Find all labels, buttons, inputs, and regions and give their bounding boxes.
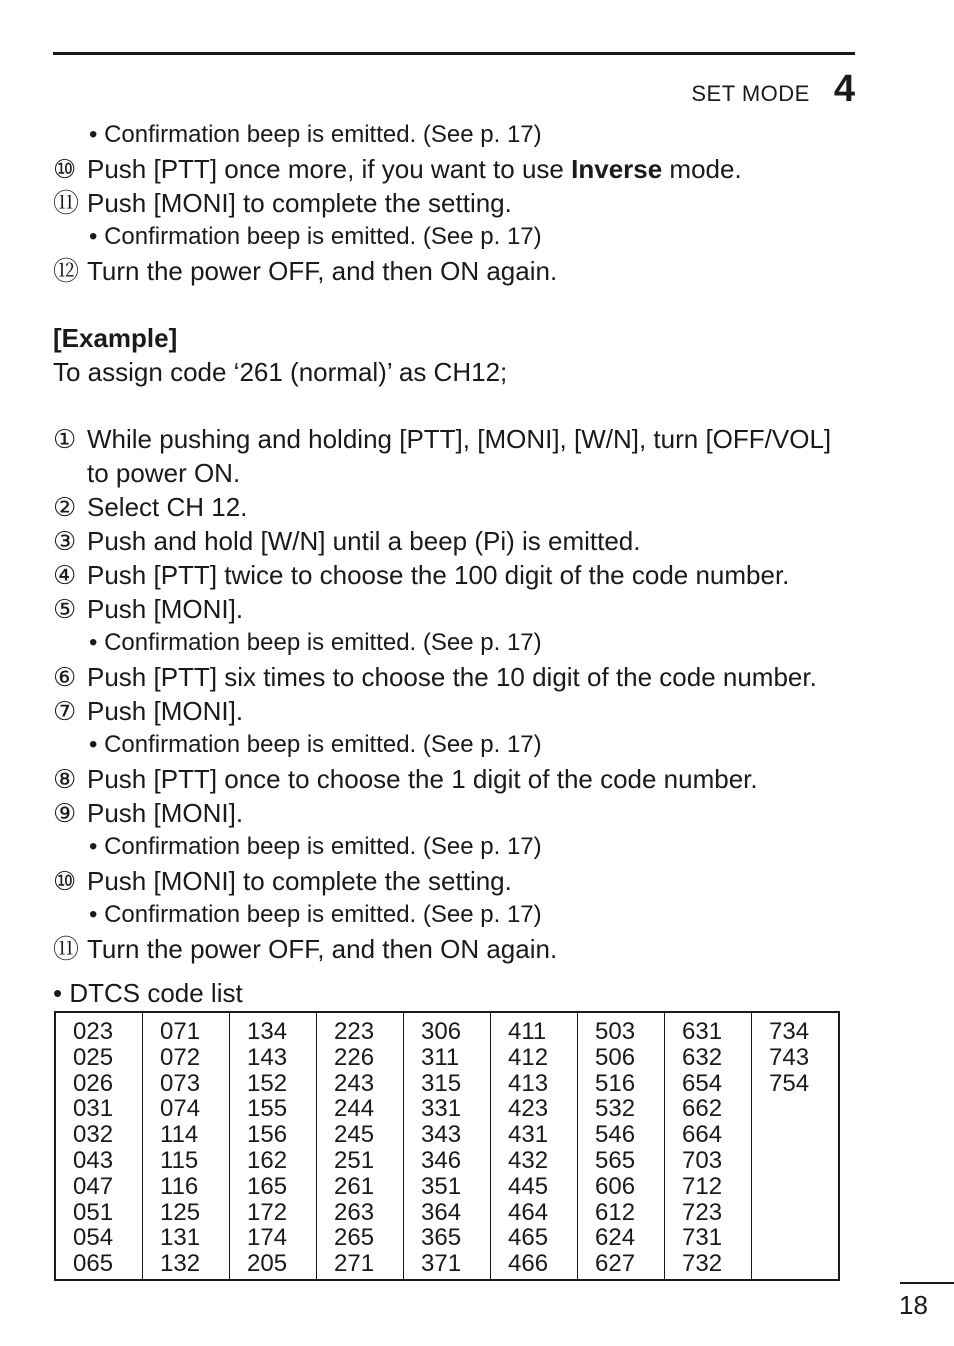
step-number: ⑥ <box>53 662 77 692</box>
code-cell: 315 <box>421 1069 462 1097</box>
code-cell: 631 <box>682 1018 723 1045</box>
code-column <box>752 1013 838 1279</box>
code-cell: 132 <box>160 1250 201 1278</box>
main-content <box>53 118 873 1010</box>
step-item <box>53 558 873 592</box>
step-text: Push and hold [W/N] until a beep (Pi) is emitted. <box>87 526 641 556</box>
code-cell: 731 <box>682 1224 723 1252</box>
code-cell: 165 <box>247 1172 288 1200</box>
step-text: Push [PTT] twice to choose the 100 digit of the code number. <box>87 560 790 590</box>
code-cell: 271 <box>334 1250 375 1278</box>
step-text: Turn the power OFF, and then ON again. <box>87 934 558 964</box>
code-cell: 565 <box>595 1146 636 1174</box>
code-cell: 754 <box>769 1069 810 1097</box>
step-number: ⑪ <box>53 188 80 218</box>
step-text: Push [MONI]. <box>87 696 244 726</box>
step-item <box>53 694 873 728</box>
page-number: 18 <box>899 1290 928 1320</box>
example-heading: [Example] <box>53 323 178 353</box>
dtcs-list-title: • DTCS code list <box>53 978 243 1008</box>
code-cell: 051 <box>73 1198 114 1226</box>
step-number: ⑩ <box>53 154 77 184</box>
step-continuation: to power ON. <box>87 458 241 488</box>
step-number: ⑧ <box>53 764 77 794</box>
step-number: ② <box>53 492 77 522</box>
code-cell: 654 <box>682 1069 723 1097</box>
code-cell: 465 <box>508 1224 549 1252</box>
step-item <box>53 592 873 626</box>
code-cell: 065 <box>73 1250 114 1278</box>
code-cell: 134 <box>247 1018 288 1045</box>
step-number: ⑫ <box>53 256 80 286</box>
code-cell: 073 <box>160 1069 201 1097</box>
code-cell: 156 <box>247 1121 288 1149</box>
step-text: While pushing and holding [PTT], [MONI], [W/N], turn [OFF/VOL] <box>87 424 832 454</box>
code-cell: 346 <box>421 1146 462 1174</box>
code-cell: 071 <box>160 1018 201 1045</box>
code-cell: 734 <box>769 1018 810 1045</box>
step-text: Select CH 12. <box>87 492 248 522</box>
step-text-bold: Inverse <box>571 154 663 184</box>
code-cell: 306 <box>421 1018 462 1045</box>
code-cell: 632 <box>682 1043 723 1071</box>
code-cell: 023 <box>73 1018 114 1045</box>
code-cell: 265 <box>334 1224 375 1252</box>
code-cell: 054 <box>73 1224 114 1252</box>
code-cell: 664 <box>682 1121 723 1149</box>
step-number: ⑤ <box>53 594 77 624</box>
code-cell: 606 <box>595 1172 636 1200</box>
code-cell: 365 <box>421 1224 462 1252</box>
code-cell: 723 <box>682 1198 723 1226</box>
code-cell: 263 <box>334 1198 375 1226</box>
code-cell: 445 <box>508 1172 549 1200</box>
step-text: Push [MONI]. <box>87 594 244 624</box>
code-cell: 423 <box>508 1095 549 1123</box>
code-cell: 025 <box>73 1043 114 1071</box>
code-cell: 047 <box>73 1172 114 1200</box>
step-number: ① <box>53 424 77 454</box>
code-cell: 432 <box>508 1146 549 1174</box>
step-text: mode. <box>662 154 742 184</box>
code-cell: 662 <box>682 1095 723 1123</box>
code-cell: 732 <box>682 1250 723 1278</box>
code-cell: 032 <box>73 1121 114 1149</box>
code-cell: 703 <box>682 1146 723 1174</box>
code-cell: 223 <box>334 1018 375 1045</box>
code-cell: 532 <box>595 1095 636 1123</box>
code-cell: 516 <box>595 1069 636 1097</box>
code-cell: 464 <box>508 1198 549 1226</box>
step-number: ③ <box>53 526 77 556</box>
step-item <box>53 422 873 456</box>
step-item <box>53 186 873 220</box>
step-item <box>53 762 873 796</box>
code-cell: 116 <box>160 1172 199 1200</box>
code-column <box>404 1013 491 1279</box>
chapter-number: 4 <box>833 68 855 110</box>
step-text: Push [MONI]. <box>87 798 244 828</box>
code-cell: 712 <box>682 1172 723 1200</box>
step-text: Turn the power OFF, and then ON again. <box>87 256 558 286</box>
code-cell: 131 <box>160 1224 201 1252</box>
step-text: Push [PTT] once to choose the 1 digit of the code number. <box>87 764 758 794</box>
code-cell: 431 <box>508 1121 549 1149</box>
code-cell: 364 <box>421 1198 462 1226</box>
code-column <box>578 1013 665 1279</box>
step-item <box>53 490 873 524</box>
code-cell: 743 <box>769 1043 810 1071</box>
code-column <box>665 1013 752 1279</box>
bullet-note: • Confirmation beep is emitted. (See p. 17) <box>89 223 542 250</box>
step-number: ⑩ <box>53 866 77 896</box>
code-cell: 412 <box>508 1043 549 1071</box>
code-cell: 624 <box>595 1224 636 1252</box>
example-intro: To assign code ‘261 (normal)’ as CH12; <box>53 357 508 387</box>
code-cell: 031 <box>73 1095 114 1123</box>
code-cell: 226 <box>334 1043 375 1071</box>
code-cell: 155 <box>247 1095 288 1123</box>
code-cell: 026 <box>73 1069 114 1097</box>
code-cell: 413 <box>508 1069 549 1097</box>
code-cell: 172 <box>247 1198 288 1226</box>
bullet-note: • Confirmation beep is emitted. (See p. 17) <box>89 121 542 148</box>
step-text: Push [PTT] once more, if you want to use <box>87 154 572 184</box>
step-item <box>53 932 873 966</box>
step-number: ④ <box>53 560 77 590</box>
code-column <box>230 1013 317 1279</box>
step-number: ⑪ <box>53 934 80 964</box>
code-cell: 627 <box>595 1250 636 1278</box>
step-item <box>53 254 873 288</box>
dtcs-code-table <box>54 1011 840 1281</box>
code-column <box>56 1013 143 1279</box>
code-cell: 411 <box>508 1018 547 1045</box>
code-cell: 343 <box>421 1121 462 1149</box>
code-cell: 205 <box>247 1250 288 1278</box>
step-item <box>53 796 873 830</box>
code-cell: 143 <box>247 1043 288 1071</box>
code-cell: 074 <box>160 1095 201 1123</box>
code-cell: 351 <box>421 1172 462 1200</box>
code-cell: 115 <box>160 1146 199 1174</box>
section-title: SET MODE <box>691 81 810 106</box>
bullet-note: • Confirmation beep is emitted. (See p. 17) <box>89 901 542 928</box>
code-cell: 243 <box>334 1069 375 1097</box>
bullet-note: • Confirmation beep is emitted. (See p. 17) <box>89 833 542 860</box>
bullet-note: • Confirmation beep is emitted. (See p. 17) <box>89 731 542 758</box>
code-cell: 072 <box>160 1043 201 1071</box>
code-cell: 043 <box>73 1146 114 1174</box>
code-cell: 162 <box>247 1146 288 1174</box>
bullet-note: • Confirmation beep is emitted. (See p. 17) <box>89 629 542 656</box>
code-cell: 546 <box>595 1121 636 1149</box>
step-item <box>53 660 873 694</box>
code-cell: 125 <box>160 1198 201 1226</box>
code-cell: 261 <box>334 1172 375 1200</box>
code-cell: 114 <box>160 1121 199 1149</box>
page-header <box>691 68 855 111</box>
code-cell: 152 <box>247 1069 288 1097</box>
code-cell: 466 <box>508 1250 549 1278</box>
code-column <box>491 1013 578 1279</box>
code-cell: 311 <box>421 1043 460 1071</box>
step-text: Push [PTT] six times to choose the 10 digit of the code number. <box>87 662 817 692</box>
step-number: ⑦ <box>53 696 77 726</box>
page-number-rule <box>900 1282 954 1284</box>
code-cell: 174 <box>247 1224 288 1252</box>
code-cell: 245 <box>334 1121 375 1149</box>
code-cell: 612 <box>595 1198 636 1226</box>
top-rule <box>53 52 855 55</box>
step-number: ⑨ <box>53 798 77 828</box>
step-item <box>53 152 873 186</box>
code-cell: 506 <box>595 1043 636 1071</box>
step-text: Push [MONI] to complete the setting. <box>87 188 512 218</box>
step-text: Push [MONI] to complete the setting. <box>87 866 512 896</box>
code-cell: 503 <box>595 1018 636 1045</box>
code-cell: 371 <box>421 1250 462 1278</box>
code-cell: 244 <box>334 1095 375 1123</box>
step-item <box>53 524 873 558</box>
step-item <box>53 864 873 898</box>
code-cell: 331 <box>421 1095 462 1123</box>
code-cell: 251 <box>334 1146 375 1174</box>
code-column <box>317 1013 404 1279</box>
code-column <box>143 1013 230 1279</box>
